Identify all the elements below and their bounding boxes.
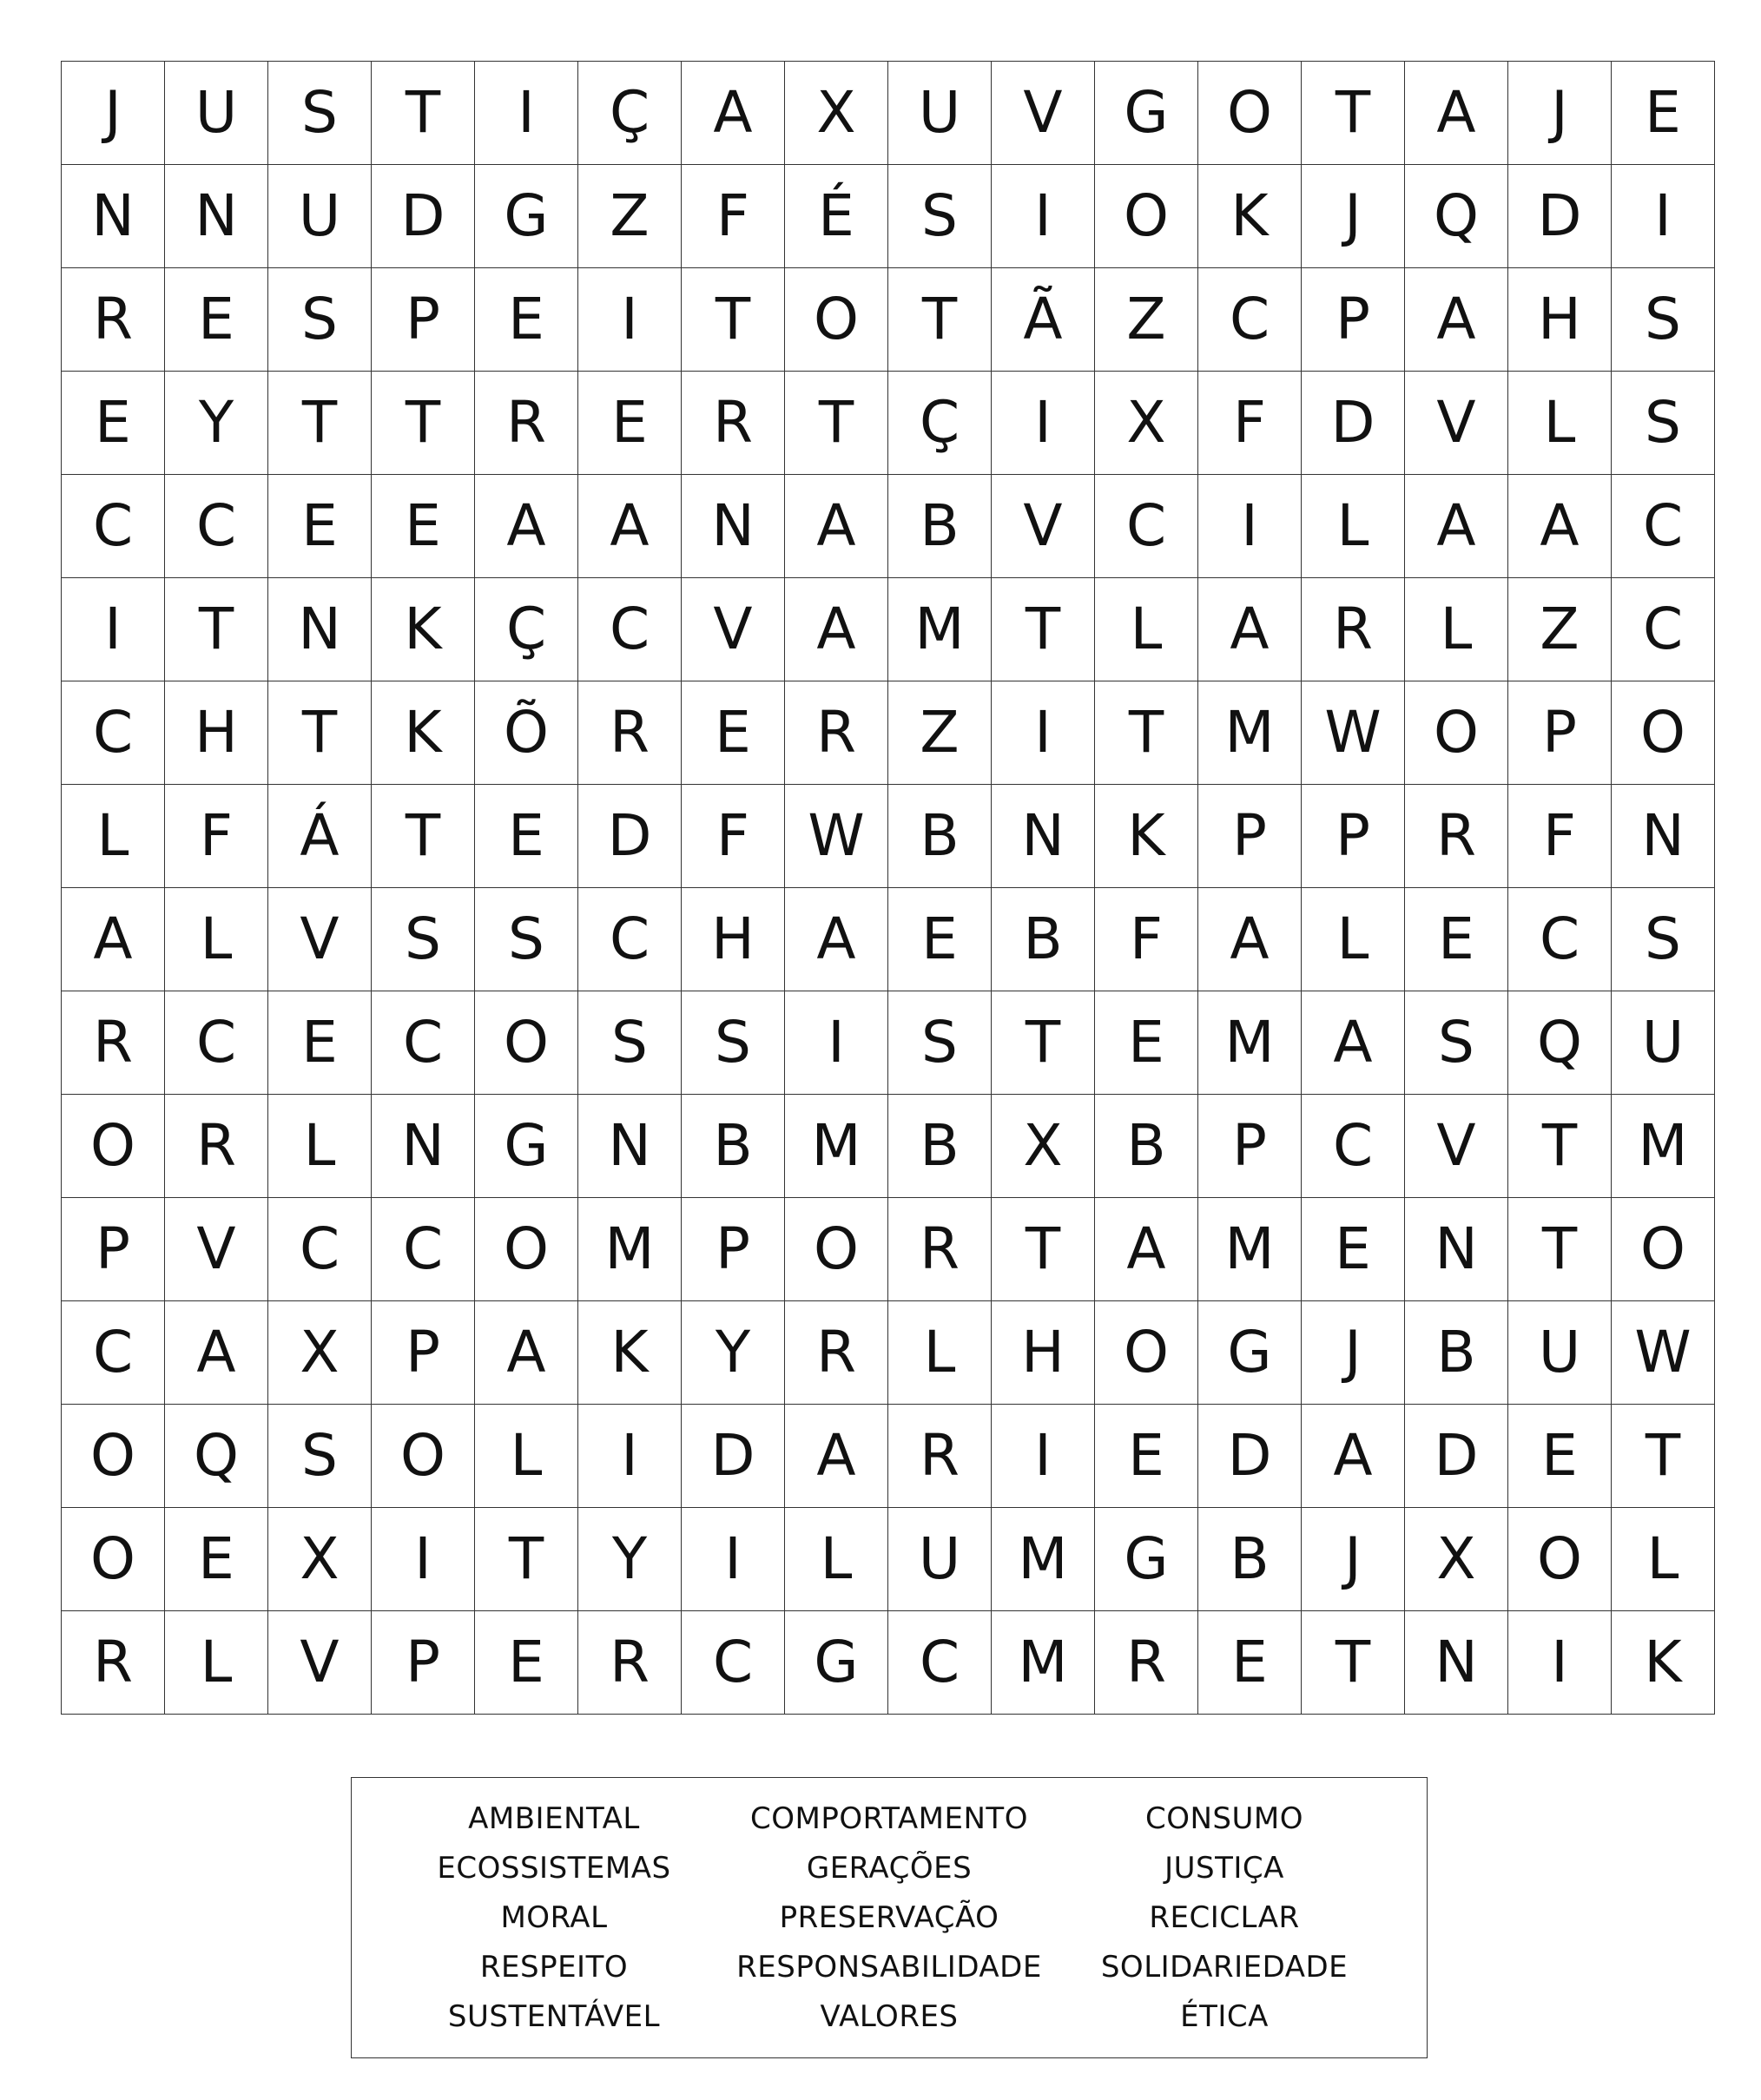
grid-cell[interactable]: F	[682, 165, 785, 268]
grid-cell[interactable]: R	[62, 991, 165, 1095]
grid-cell[interactable]: Z	[578, 165, 682, 268]
grid-cell[interactable]: R	[1095, 1611, 1198, 1715]
grid-cell[interactable]: T	[1508, 1198, 1612, 1301]
grid-cell[interactable]: S	[888, 165, 992, 268]
grid-cell[interactable]: R	[62, 268, 165, 372]
grid-cell[interactable]: T	[1302, 62, 1405, 165]
grid-cell[interactable]: A	[1198, 578, 1302, 681]
grid-cell[interactable]: V	[268, 888, 372, 991]
grid-cell[interactable]: A	[475, 1301, 578, 1405]
grid-cell[interactable]: H	[682, 888, 785, 991]
grid-cell[interactable]: L	[1612, 1508, 1715, 1611]
grid-cell[interactable]: P	[1302, 785, 1405, 888]
grid-cell[interactable]: N	[165, 165, 268, 268]
grid-cell[interactable]: B	[888, 475, 992, 578]
grid-cell[interactable]: S	[475, 888, 578, 991]
grid-cell[interactable]: D	[1405, 1405, 1508, 1508]
grid-cell[interactable]: Z	[1095, 268, 1198, 372]
grid-cell[interactable]: L	[62, 785, 165, 888]
grid-cell[interactable]: C	[372, 991, 475, 1095]
grid-cell[interactable]: T	[992, 991, 1095, 1095]
word-list-item: RESPEITO	[479, 1950, 629, 1985]
grid-cell[interactable]: T	[682, 268, 785, 372]
grid-cell[interactable]: O	[1405, 681, 1508, 785]
word-list-item: PRESERVAÇÃO	[779, 1899, 999, 1935]
grid-cell[interactable]: Á	[268, 785, 372, 888]
grid-cell[interactable]: S	[268, 1405, 372, 1508]
grid-cell[interactable]: O	[1095, 1301, 1198, 1405]
word-list-item: RESPONSABILIDADE	[736, 1950, 1042, 1985]
grid-cell[interactable]: Ç	[578, 62, 682, 165]
grid-cell[interactable]: I	[475, 62, 578, 165]
grid-cell[interactable]: K	[372, 578, 475, 681]
grid-cell[interactable]: Õ	[475, 681, 578, 785]
grid-cell[interactable]: L	[1302, 475, 1405, 578]
grid-cell[interactable]: F	[682, 785, 785, 888]
grid-cell[interactable]: E	[1302, 1198, 1405, 1301]
grid-cell[interactable]: S	[578, 991, 682, 1095]
grid-cell[interactable]: S	[268, 62, 372, 165]
grid-cell[interactable]: T	[372, 62, 475, 165]
grid-cell[interactable]: C	[1198, 268, 1302, 372]
grid-cell[interactable]: U	[888, 1508, 992, 1611]
grid-cell[interactable]: I	[992, 372, 1095, 475]
grid-cell[interactable]: P	[372, 268, 475, 372]
grid-cell[interactable]: S	[1612, 888, 1715, 991]
grid-cell[interactable]: N	[992, 785, 1095, 888]
grid-cell[interactable]: G	[1095, 62, 1198, 165]
grid-cell[interactable]: I	[1508, 1611, 1612, 1715]
grid-cell[interactable]: C	[578, 578, 682, 681]
word-list-item: VALORES	[820, 1999, 959, 2035]
grid-cell[interactable]: N	[62, 165, 165, 268]
grid-cell[interactable]: P	[372, 1611, 475, 1715]
grid-cell[interactable]: C	[372, 1198, 475, 1301]
grid-cell[interactable]: S	[372, 888, 475, 991]
grid-cell[interactable]: T	[992, 578, 1095, 681]
grid-cell[interactable]: D	[372, 165, 475, 268]
grid-cell[interactable]: R	[888, 1198, 992, 1301]
grid-cell[interactable]: Q	[1508, 991, 1612, 1095]
grid-cell[interactable]: O	[372, 1405, 475, 1508]
grid-cell[interactable]: É	[785, 165, 888, 268]
grid-cell[interactable]: F	[1198, 372, 1302, 475]
grid-cell[interactable]: Ç	[475, 578, 578, 681]
grid-cell[interactable]: T	[1508, 1095, 1612, 1198]
grid-cell[interactable]: H	[1508, 268, 1612, 372]
grid-cell[interactable]: O	[1612, 1198, 1715, 1301]
grid-cell[interactable]: O	[785, 1198, 888, 1301]
grid-cell[interactable]: T	[372, 785, 475, 888]
word-list-item: RECICLAR	[1149, 1899, 1300, 1935]
grid-cell[interactable]: T	[1612, 1405, 1715, 1508]
grid-cell[interactable]: C	[62, 1301, 165, 1405]
grid-cell[interactable]: Y	[682, 1301, 785, 1405]
grid-cell[interactable]: A	[62, 888, 165, 991]
word-list-item: CONSUMO	[1145, 1800, 1303, 1836]
grid-cell[interactable]: C	[268, 1198, 372, 1301]
grid-cell[interactable]: U	[888, 62, 992, 165]
grid-cell[interactable]: N	[682, 475, 785, 578]
grid-cell[interactable]: M	[1198, 1198, 1302, 1301]
grid-cell[interactable]: P	[1302, 268, 1405, 372]
grid-cell[interactable]: B	[1198, 1508, 1302, 1611]
grid-cell[interactable]: D	[1508, 165, 1612, 268]
grid-cell[interactable]: R	[785, 1301, 888, 1405]
grid-cell[interactable]: A	[785, 1405, 888, 1508]
grid-cell[interactable]: N	[372, 1095, 475, 1198]
grid-cell[interactable]: U	[1508, 1301, 1612, 1405]
grid-cell[interactable]: N	[1612, 785, 1715, 888]
grid-cell[interactable]: S	[682, 991, 785, 1095]
grid-cell[interactable]: P	[682, 1198, 785, 1301]
grid-cell[interactable]: G	[785, 1611, 888, 1715]
grid-cell[interactable]: Y	[165, 372, 268, 475]
grid-cell[interactable]: D	[578, 785, 682, 888]
grid-cell[interactable]: B	[1095, 1095, 1198, 1198]
grid-cell[interactable]: J	[1302, 1301, 1405, 1405]
grid-cell[interactable]: O	[62, 1095, 165, 1198]
grid-cell[interactable]: P	[372, 1301, 475, 1405]
grid-cell[interactable]: L	[268, 1095, 372, 1198]
grid-cell[interactable]: L	[888, 1301, 992, 1405]
grid-cell[interactable]: M	[1198, 991, 1302, 1095]
grid-cell[interactable]: X	[785, 62, 888, 165]
grid-cell[interactable]: O	[1508, 1508, 1612, 1611]
grid-cell[interactable]: I	[992, 165, 1095, 268]
grid-cell[interactable]: C	[578, 888, 682, 991]
grid-cell[interactable]: F	[1095, 888, 1198, 991]
grid-cell[interactable]: D	[1198, 1405, 1302, 1508]
grid-cell[interactable]: M	[1198, 681, 1302, 785]
grid-cell[interactable]: W	[1302, 681, 1405, 785]
grid-cell[interactable]: J	[1302, 1508, 1405, 1611]
grid-cell[interactable]: V	[1405, 1095, 1508, 1198]
grid-cell[interactable]: X	[1095, 372, 1198, 475]
grid-cell[interactable]: K	[578, 1301, 682, 1405]
grid-cell[interactable]: I	[578, 268, 682, 372]
grid-cell[interactable]: O	[785, 268, 888, 372]
grid-cell[interactable]: T	[268, 681, 372, 785]
grid-cell[interactable]: O	[1612, 681, 1715, 785]
grid-cell[interactable]: Z	[888, 681, 992, 785]
grid-cell[interactable]: V	[682, 578, 785, 681]
grid-cell[interactable]: A	[1302, 1405, 1405, 1508]
grid-cell[interactable]: A	[1508, 475, 1612, 578]
grid-cell[interactable]: L	[1508, 372, 1612, 475]
grid-cell[interactable]: T	[785, 372, 888, 475]
grid-cell[interactable]: P	[1198, 1095, 1302, 1198]
grid-cell[interactable]: L	[785, 1508, 888, 1611]
grid-cell[interactable]: C	[1095, 475, 1198, 578]
grid-cell[interactable]: N	[1405, 1611, 1508, 1715]
grid-cell[interactable]: M	[992, 1611, 1095, 1715]
grid-cell[interactable]: T	[888, 268, 992, 372]
grid-cell[interactable]: E	[1612, 62, 1715, 165]
grid-cell[interactable]: X	[268, 1301, 372, 1405]
grid-cell[interactable]: A	[785, 475, 888, 578]
grid-cell[interactable]: R	[888, 1405, 992, 1508]
word-list-item: MORAL	[500, 1899, 608, 1935]
grid-cell[interactable]: T	[1095, 681, 1198, 785]
grid-cell[interactable]: T	[992, 1198, 1095, 1301]
grid-cell[interactable]: C	[165, 991, 268, 1095]
grid-cell[interactable]: L	[1405, 578, 1508, 681]
word-list-item: SOLIDARIEDADE	[1100, 1950, 1349, 1985]
grid-cell[interactable]: I	[372, 1508, 475, 1611]
grid-cell[interactable]: M	[888, 578, 992, 681]
grid-cell[interactable]: J	[1508, 62, 1612, 165]
grid-cell[interactable]: E	[475, 785, 578, 888]
grid-cell[interactable]: S	[1612, 268, 1715, 372]
grid-cell[interactable]: V	[992, 62, 1095, 165]
grid-cell[interactable]: R	[62, 1611, 165, 1715]
grid-cell[interactable]: E	[1198, 1611, 1302, 1715]
word-list-item: GERAÇÕES	[806, 1850, 973, 1886]
grid-cell[interactable]: E	[268, 475, 372, 578]
grid-cell[interactable]: T	[475, 1508, 578, 1611]
grid-cell[interactable]: M	[992, 1508, 1095, 1611]
grid-cell[interactable]: W	[785, 785, 888, 888]
grid-cell[interactable]: I	[1612, 165, 1715, 268]
grid-cell[interactable]: A	[785, 888, 888, 991]
word-list-box	[351, 1777, 1428, 2058]
grid-cell[interactable]: E	[372, 475, 475, 578]
grid-cell[interactable]: L	[475, 1405, 578, 1508]
grid-cell[interactable]: E	[475, 268, 578, 372]
grid-cell[interactable]: E	[682, 681, 785, 785]
grid-cell[interactable]: N	[268, 578, 372, 681]
grid-cell[interactable]: B	[1405, 1301, 1508, 1405]
grid-cell[interactable]: N	[1405, 1198, 1508, 1301]
grid-cell[interactable]: E	[888, 888, 992, 991]
grid-cell[interactable]: A	[1095, 1198, 1198, 1301]
grid-cell[interactable]: P	[62, 1198, 165, 1301]
grid-cell[interactable]: K	[1612, 1611, 1715, 1715]
grid-cell[interactable]: G	[475, 1095, 578, 1198]
grid-cell[interactable]: R	[785, 681, 888, 785]
grid-cell[interactable]: V	[992, 475, 1095, 578]
grid-cell[interactable]: O	[62, 1508, 165, 1611]
grid-cell[interactable]: A	[682, 62, 785, 165]
grid-cell[interactable]: O	[62, 1405, 165, 1508]
grid-cell[interactable]: R	[165, 1095, 268, 1198]
grid-cell[interactable]: X	[1405, 1508, 1508, 1611]
grid-cell[interactable]: R	[578, 1611, 682, 1715]
grid-cell[interactable]: A	[1405, 475, 1508, 578]
grid-cell[interactable]: F	[165, 785, 268, 888]
grid-cell[interactable]: L	[1095, 578, 1198, 681]
grid-cell[interactable]: S	[268, 268, 372, 372]
grid-cell[interactable]: R	[1405, 785, 1508, 888]
grid-cell[interactable]: V	[1405, 372, 1508, 475]
letter-grid	[61, 61, 1715, 1715]
grid-cell[interactable]: A	[1405, 268, 1508, 372]
grid-cell[interactable]: U	[268, 165, 372, 268]
grid-cell[interactable]: M	[785, 1095, 888, 1198]
grid-cell[interactable]: K	[1198, 165, 1302, 268]
grid-cell[interactable]: Z	[1508, 578, 1612, 681]
word-list-item: ÉTICA	[1180, 1999, 1269, 2035]
grid-cell[interactable]: K	[1095, 785, 1198, 888]
grid-cell[interactable]: V	[165, 1198, 268, 1301]
grid-cell[interactable]: A	[578, 475, 682, 578]
grid-cell[interactable]: A	[475, 475, 578, 578]
grid-cell[interactable]: B	[992, 888, 1095, 991]
grid-cell[interactable]: R	[1302, 578, 1405, 681]
grid-cell[interactable]: C	[1302, 1095, 1405, 1198]
grid-cell[interactable]: U	[1612, 991, 1715, 1095]
grid-cell[interactable]: F	[1508, 785, 1612, 888]
word-list-item: ECOSSISTEMAS	[437, 1850, 671, 1886]
grid-cell[interactable]: T	[268, 372, 372, 475]
grid-cell[interactable]: L	[165, 888, 268, 991]
grid-cell[interactable]: I	[992, 1405, 1095, 1508]
grid-cell[interactable]: C	[1508, 888, 1612, 991]
grid-cell[interactable]: V	[268, 1611, 372, 1715]
grid-cell[interactable]: P	[1198, 785, 1302, 888]
grid-cell[interactable]: J	[1302, 165, 1405, 268]
grid-cell[interactable]: C	[1612, 578, 1715, 681]
grid-cell[interactable]: C	[62, 681, 165, 785]
grid-cell[interactable]: I	[62, 578, 165, 681]
grid-cell[interactable]: C	[1612, 475, 1715, 578]
grid-cell[interactable]: E	[165, 268, 268, 372]
grid-cell[interactable]: X	[268, 1508, 372, 1611]
word-list-item: AMBIENTAL	[468, 1800, 640, 1836]
grid-cell[interactable]: T	[165, 578, 268, 681]
grid-cell[interactable]: T	[372, 372, 475, 475]
grid-cell[interactable]: E	[62, 372, 165, 475]
grid-cell[interactable]: R	[682, 372, 785, 475]
grid-cell[interactable]: C	[62, 475, 165, 578]
grid-cell[interactable]: J	[62, 62, 165, 165]
grid-cell[interactable]: E	[475, 1611, 578, 1715]
grid-cell[interactable]: D	[1302, 372, 1405, 475]
grid-cell[interactable]: A	[1405, 62, 1508, 165]
grid-cell[interactable]: B	[888, 785, 992, 888]
grid-cell[interactable]: I	[578, 1405, 682, 1508]
grid-cell[interactable]: A	[785, 578, 888, 681]
grid-cell[interactable]: O	[1198, 62, 1302, 165]
grid-cell[interactable]: N	[578, 1095, 682, 1198]
grid-cell[interactable]: G	[475, 165, 578, 268]
word-list-item: JUSTIÇA	[1164, 1850, 1284, 1886]
grid-cell[interactable]: G	[1198, 1301, 1302, 1405]
grid-cell[interactable]: S	[888, 991, 992, 1095]
grid-cell[interactable]: E	[268, 991, 372, 1095]
grid-cell[interactable]: W	[1612, 1301, 1715, 1405]
grid-cell[interactable]: D	[682, 1405, 785, 1508]
grid-cell[interactable]: Q	[165, 1405, 268, 1508]
grid-cell[interactable]: M	[1612, 1095, 1715, 1198]
grid-cell[interactable]: I	[992, 681, 1095, 785]
grid-cell[interactable]: B	[682, 1095, 785, 1198]
grid-cell[interactable]: Y	[578, 1508, 682, 1611]
grid-cell[interactable]: E	[1095, 991, 1198, 1095]
grid-cell[interactable]: P	[1508, 681, 1612, 785]
word-list-item: COMPORTAMENTO	[750, 1800, 1028, 1836]
grid-cell[interactable]: Ç	[888, 372, 992, 475]
grid-cell[interactable]: H	[165, 681, 268, 785]
grid-cell[interactable]: S	[1612, 372, 1715, 475]
grid-cell[interactable]: C	[682, 1611, 785, 1715]
grid-cell[interactable]: E	[578, 372, 682, 475]
grid-cell[interactable]: E	[165, 1508, 268, 1611]
grid-cell[interactable]: L	[165, 1611, 268, 1715]
word-list-item: SUSTENTÁVEL	[447, 1999, 661, 2035]
grid-cell[interactable]: O	[475, 991, 578, 1095]
grid-cell[interactable]: Q	[1405, 165, 1508, 268]
grid-cell[interactable]: R	[578, 681, 682, 785]
grid-cell[interactable]: M	[578, 1198, 682, 1301]
grid-cell[interactable]: G	[1095, 1508, 1198, 1611]
grid-cell[interactable]: R	[475, 372, 578, 475]
grid-cell[interactable]: C	[165, 475, 268, 578]
grid-cell[interactable]: E	[1405, 888, 1508, 991]
grid-cell[interactable]: T	[1302, 1611, 1405, 1715]
grid-cell[interactable]: S	[1405, 991, 1508, 1095]
grid-cell[interactable]: O	[1095, 165, 1198, 268]
grid-cell[interactable]: Ã	[992, 268, 1095, 372]
grid-cell[interactable]: A	[1198, 888, 1302, 991]
grid-cell[interactable]: E	[1095, 1405, 1198, 1508]
grid-cell[interactable]: I	[682, 1508, 785, 1611]
grid-cell[interactable]: E	[1508, 1405, 1612, 1508]
grid-cell[interactable]: I	[785, 991, 888, 1095]
grid-cell[interactable]: X	[992, 1095, 1095, 1198]
grid-cell[interactable]: B	[888, 1095, 992, 1198]
grid-cell[interactable]: A	[165, 1301, 268, 1405]
grid-cell[interactable]: U	[165, 62, 268, 165]
grid-cell[interactable]: K	[372, 681, 475, 785]
grid-cell[interactable]: C	[888, 1611, 992, 1715]
grid-cell[interactable]: A	[1302, 991, 1405, 1095]
grid-cell[interactable]: I	[1198, 475, 1302, 578]
grid-cell[interactable]: H	[992, 1301, 1095, 1405]
grid-cell[interactable]: L	[1302, 888, 1405, 991]
grid-cell[interactable]: O	[475, 1198, 578, 1301]
